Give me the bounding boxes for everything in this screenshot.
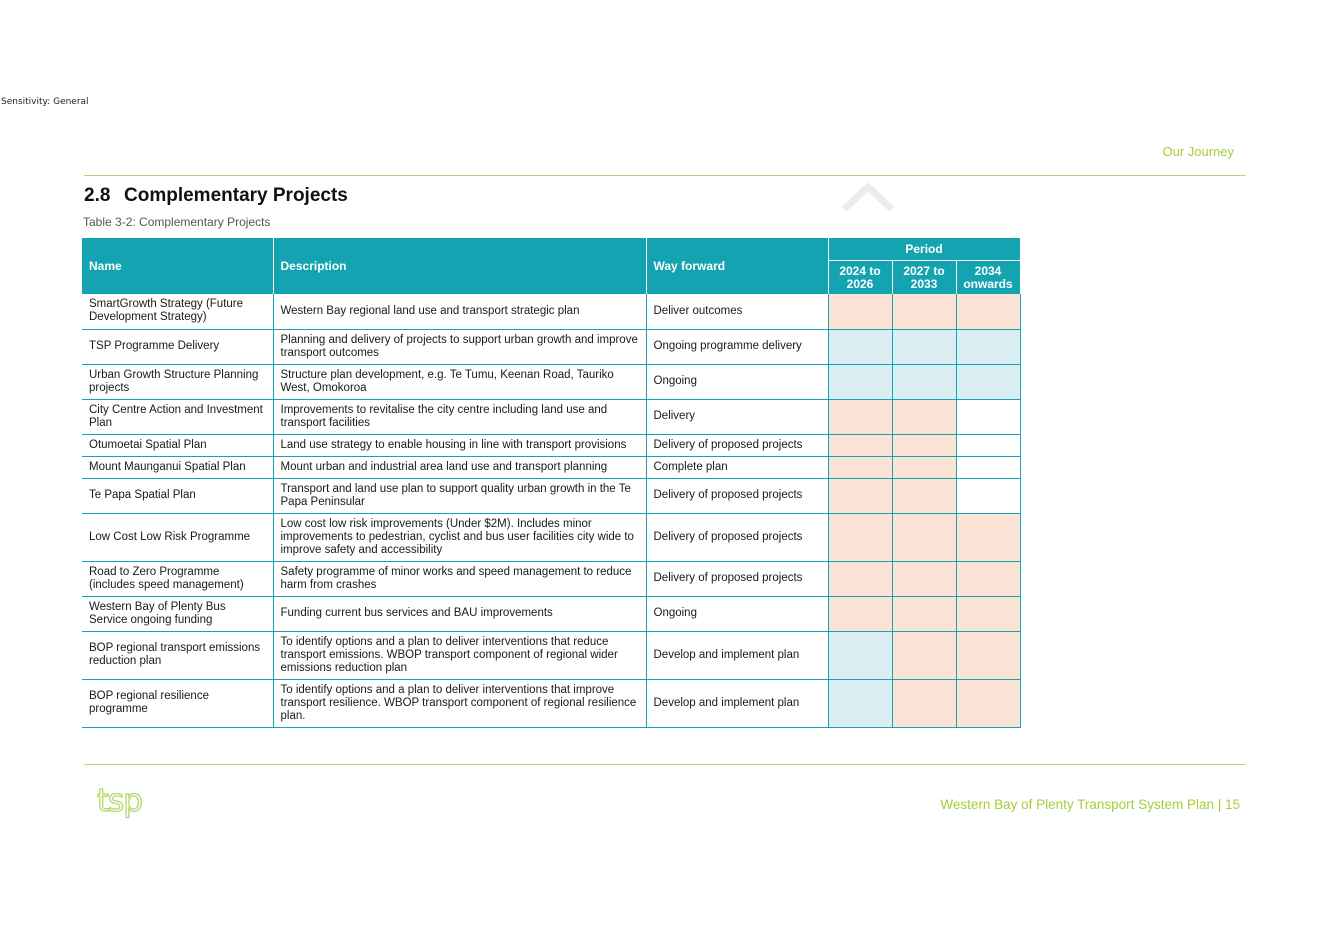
project-name-cell: City Centre Action and Investment Plan	[82, 399, 273, 434]
project-name-cell: Western Bay of Plenty Bus Service ongoing funding	[82, 596, 273, 631]
period-2034-onwards-cell	[956, 434, 1020, 456]
project-way-forward-cell: Delivery of proposed projects	[646, 478, 828, 513]
section-heading	[84, 185, 348, 207]
period-2034-onwards-cell	[956, 679, 1020, 727]
table-row	[82, 399, 1020, 434]
period-2034-onwards-cell	[956, 329, 1020, 364]
project-way-forward-cell: Delivery of proposed projects	[646, 513, 828, 561]
table-row	[82, 478, 1020, 513]
period-2024-2026-cell	[828, 456, 892, 478]
project-name-cell: TSP Programme Delivery	[82, 329, 273, 364]
project-description-cell: Improvements to revitalise the city centre including land use and transport facilities	[273, 399, 646, 434]
project-name-cell: BOP regional transport emissions reduction plan	[82, 631, 273, 679]
project-description-cell: Western Bay regional land use and transport strategic plan	[273, 294, 646, 329]
project-way-forward-cell: Delivery of proposed projects	[646, 434, 828, 456]
project-name-cell: Otumoetai Spatial Plan	[82, 434, 273, 456]
table-caption: Table 3-2: Complementary Projects	[83, 215, 271, 229]
column-header-description: Description	[273, 238, 646, 294]
project-way-forward-cell: Develop and implement plan	[646, 679, 828, 727]
period-2024-2026-cell	[828, 679, 892, 727]
table-row	[82, 596, 1020, 631]
period-2024-2026-cell	[828, 399, 892, 434]
period-2024-2026-cell	[828, 478, 892, 513]
header-rule	[84, 175, 1246, 176]
period-2034-onwards-cell	[956, 561, 1020, 596]
period-2034-onwards-cell	[956, 631, 1020, 679]
period-2027-2033-cell	[892, 679, 956, 727]
table-row	[82, 329, 1020, 364]
table-row	[82, 364, 1020, 399]
footer-document-title: Western Bay of Plenty Transport System Plan | 15	[940, 797, 1240, 812]
project-way-forward-cell: Ongoing programme delivery	[646, 329, 828, 364]
svg-text:tsp: tsp	[97, 785, 142, 819]
period-2024-2026-cell	[828, 561, 892, 596]
period-2024-2026-cell	[828, 596, 892, 631]
project-description-cell: To identify options and a plan to deliver interventions that improve transport resilience. WBOP transport component of regional resilience plan.	[273, 679, 646, 727]
period-2027-2033-cell	[892, 364, 956, 399]
project-description-cell: To identify options and a plan to deliver interventions that reduce transport emissions. WBOP transport component of regional wider emissions reduction plan	[273, 631, 646, 679]
project-way-forward-cell: Delivery	[646, 399, 828, 434]
period-2034-onwards-cell	[956, 478, 1020, 513]
project-name-cell: Te Papa Spatial Plan	[82, 478, 273, 513]
period-2034-onwards-cell	[956, 596, 1020, 631]
period-2027-2033-cell	[892, 561, 956, 596]
section-title: Complementary Projects	[124, 185, 348, 206]
project-way-forward-cell: Delivery of proposed projects	[646, 561, 828, 596]
period-2024-2026-cell	[828, 364, 892, 399]
period-2034-onwards-cell	[956, 294, 1020, 329]
period-2027-2033-cell	[892, 294, 956, 329]
table-row	[82, 679, 1020, 727]
project-description-cell: Planning and delivery of projects to support urban growth and improve transport outcomes	[273, 329, 646, 364]
project-name-cell: Road to Zero Programme (includes speed management)	[82, 561, 273, 596]
period-2034-onwards-cell	[956, 364, 1020, 399]
table-row	[82, 434, 1020, 456]
period-2027-2033-cell	[892, 434, 956, 456]
project-description-cell: Transport and land use plan to support quality urban growth in the Te Papa Peninsular	[273, 478, 646, 513]
table-row	[82, 631, 1020, 679]
period-2027-2033-cell	[892, 399, 956, 434]
period-2027-2033-cell	[892, 478, 956, 513]
project-way-forward-cell: Complete plan	[646, 456, 828, 478]
table-row	[82, 561, 1020, 596]
period-2027-2033-cell	[892, 456, 956, 478]
period-2024-2026-cell	[828, 513, 892, 561]
period-2024-2026-cell	[828, 329, 892, 364]
column-header-2024-2026: 2024 to 2026	[828, 261, 892, 295]
tsp-logo	[97, 785, 157, 821]
period-2024-2026-cell	[828, 434, 892, 456]
period-2027-2033-cell	[892, 513, 956, 561]
column-header-way-forward: Way forward	[646, 238, 828, 294]
project-name-cell: Urban Growth Structure Planning projects	[82, 364, 273, 399]
footer-rule	[84, 764, 1246, 765]
table-body	[82, 294, 1020, 727]
project-way-forward-cell: Develop and implement plan	[646, 631, 828, 679]
table-row	[82, 294, 1020, 329]
project-name-cell: BOP regional resilience programme	[82, 679, 273, 727]
project-way-forward-cell: Deliver outcomes	[646, 294, 828, 329]
sensitivity-label: Sensitivity: General	[1, 97, 89, 107]
period-2024-2026-cell	[828, 294, 892, 329]
period-2034-onwards-cell	[956, 399, 1020, 434]
table-row	[82, 456, 1020, 478]
project-way-forward-cell: Ongoing	[646, 596, 828, 631]
period-2024-2026-cell	[828, 631, 892, 679]
project-way-forward-cell: Ongoing	[646, 364, 828, 399]
project-description-cell: Safety programme of minor works and speed management to reduce harm from crashes	[273, 561, 646, 596]
project-description-cell: Structure plan development, e.g. Te Tumu, Keenan Road, Tauriko West, Omokoroa	[273, 364, 646, 399]
project-description-cell: Funding current bus services and BAU improvements	[273, 596, 646, 631]
section-number: 2.8	[84, 185, 111, 206]
project-name-cell: SmartGrowth Strategy (Future Development Strategy)	[82, 294, 273, 329]
period-2027-2033-cell	[892, 631, 956, 679]
column-header-name: Name	[82, 238, 273, 294]
project-name-cell: Low Cost Low Risk Programme	[82, 513, 273, 561]
project-description-cell: Mount urban and industrial area land use and transport planning	[273, 456, 646, 478]
column-header-2034-onwards: 2034 onwards	[956, 261, 1020, 295]
project-name-cell: Mount Maunganui Spatial Plan	[82, 456, 273, 478]
table-row	[82, 513, 1020, 561]
period-2034-onwards-cell	[956, 513, 1020, 561]
chevron-up-icon	[842, 183, 894, 211]
period-2027-2033-cell	[892, 596, 956, 631]
column-header-period: Period	[828, 238, 1020, 261]
period-2027-2033-cell	[892, 329, 956, 364]
column-header-2027-2033: 2027 to 2033	[892, 261, 956, 295]
period-2034-onwards-cell	[956, 456, 1020, 478]
complementary-projects-table	[82, 238, 1021, 728]
project-description-cell: Low cost low risk improvements (Under $2M). Includes minor improvements to pedestrian, cyclist and bus user facilities city wide to improve safety and accessibility	[273, 513, 646, 561]
running-head: Our Journey	[1162, 144, 1234, 159]
project-description-cell: Land use strategy to enable housing in line with transport provisions	[273, 434, 646, 456]
